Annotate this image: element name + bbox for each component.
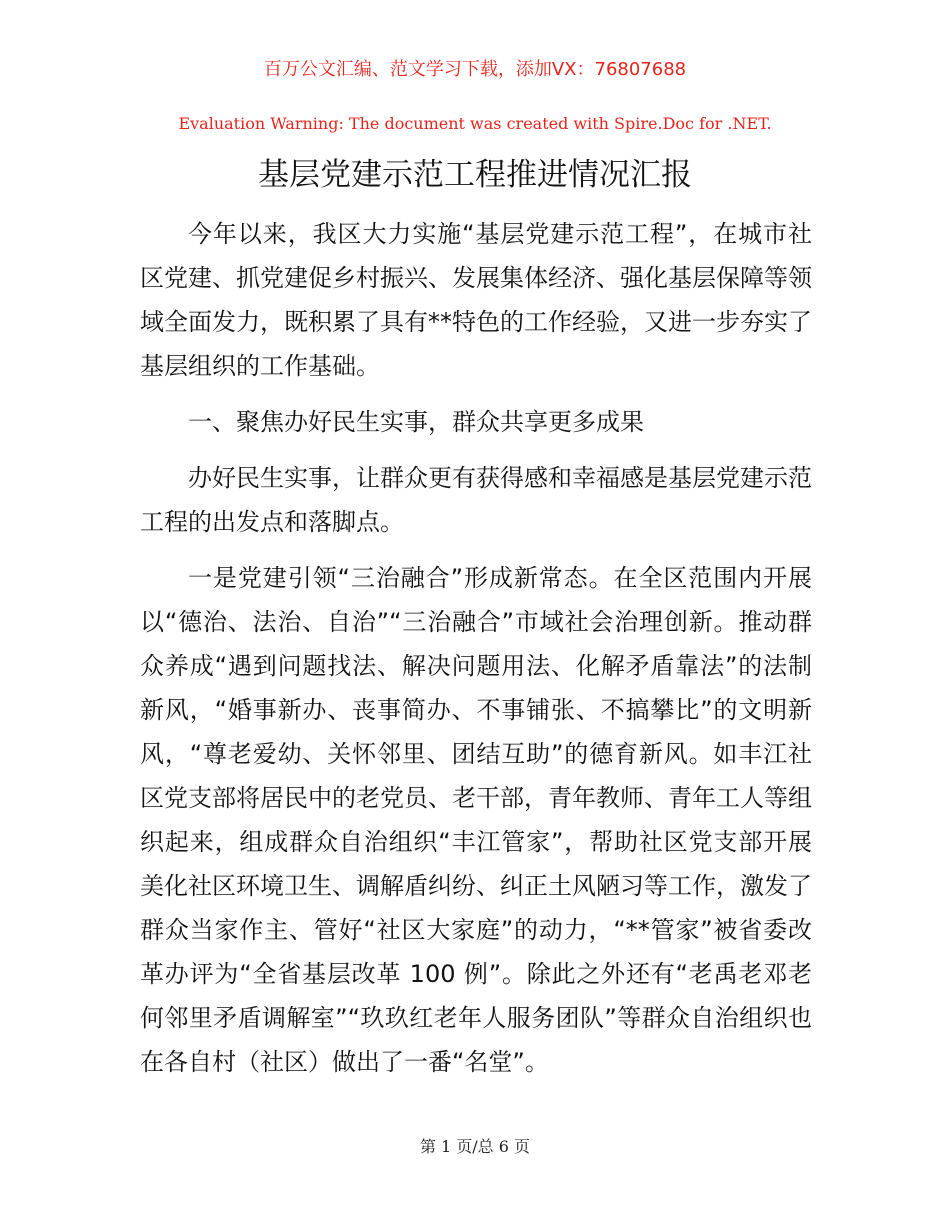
promo-header: 百万公文汇编、范文学习下载，添加VX：76807688	[263, 59, 687, 80]
body-paragraph: 办好民生实事，让群众更有获得感和幸福感是基层党建示范工程的出发点和落脚点。	[140, 464, 812, 536]
evaluation-warning: Evaluation Warning: The document was created with Spire.Doc for .NET.	[178, 114, 772, 133]
document-body	[140, 212, 812, 1096]
intro-paragraph: 今年以来，我区大力实施“基层党建示范工程”，在城市社区党建、抓党建促乡村振兴、发展集体经济、强化基层保障等领域全面发力，既积累了具有**特色的工作经验，又进一步夯实了基层组织的工作基础。	[140, 220, 812, 380]
document-title: 基层党建示范工程推进情况汇报	[258, 157, 692, 193]
section-heading: 一、聚焦办好民生实事，群众共享更多成果	[188, 408, 644, 436]
page-number-footer: 第 1 页/总 6 页	[419, 1137, 531, 1156]
body-paragraph: 一是党建引领“三治融合”形成新常态。在全区范围内开展以“德治、法治、自治”“三治融合”市域社会治理创新。推动群众养成“遇到问题找法、解决问题用法、化解矛盾靠法”的法制新风，“婚事新办、丧事简办、不事铺张、不搞攀比”的文明新风，“尊老爱幼、关怀邻里、团结互助”的德育新风。如丰江社区党支部将居民中的老党员、老干部，青年教师、青年工人等组织起来，组成群众自治组织“丰江管家”，帮助社区党支部开展美化社区环境卫生、调解盾纠纷、纠正土风陋习等工作，激发了群众当家作主、管好“社区大家庭”的动力，“**管家”被省委改革办评为“全省基层改革 100 例”。除此之外还有“老禹老邓老何邻里矛盾调解室”“玖玖红老年人服务团队”等群众自治组织也在各自村（社区）做出了一番“名堂”。	[140, 564, 812, 1076]
